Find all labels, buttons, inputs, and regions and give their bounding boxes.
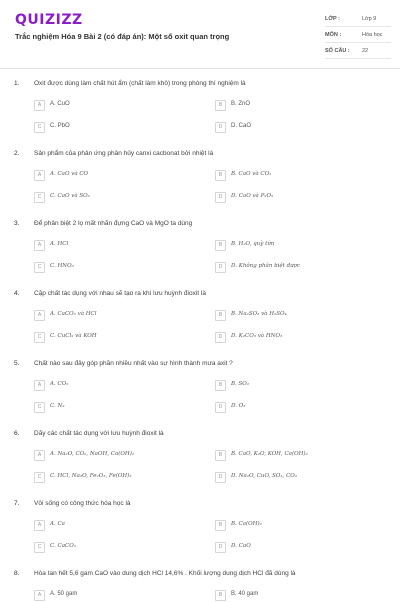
option-c[interactable] <box>34 262 194 274</box>
option-b[interactable] <box>215 590 375 602</box>
option-c[interactable] <box>34 122 194 134</box>
option-letter-box: D <box>215 542 226 553</box>
option-text: B. CaO và CO₂ <box>231 171 272 177</box>
option-letter-box: D <box>215 472 226 483</box>
option-d[interactable] <box>215 332 375 344</box>
option-text: C. CaO và SO₂ <box>50 193 90 199</box>
option-text: D. CaO và P₂O₅ <box>231 193 274 199</box>
option-b[interactable] <box>215 100 375 112</box>
option-a[interactable] <box>34 310 194 322</box>
option-letter-box: A <box>34 170 45 181</box>
option-text: C. CuCl₂ và KOH <box>50 333 97 339</box>
option-letter-box: D <box>215 192 226 203</box>
option-d[interactable] <box>215 542 375 554</box>
option-text: B. Na₂SO₃ và H₂SO₄ <box>231 311 287 317</box>
question-number: 7. <box>14 500 20 507</box>
option-b[interactable] <box>215 450 375 462</box>
option-text: B. H₂O, quỳ tím <box>231 241 275 247</box>
option-c[interactable] <box>34 472 194 484</box>
option-a[interactable] <box>34 520 194 532</box>
option-letter-box: A <box>34 520 45 531</box>
option-text: D. Không phân biệt được <box>231 263 301 269</box>
option-b[interactable] <box>215 520 375 532</box>
option-letter-box: D <box>215 332 226 343</box>
option-text: A. 50 gam <box>50 591 78 597</box>
question-number: 5. <box>14 360 20 367</box>
option-letter-box: B <box>215 590 226 601</box>
option-text: B. SO₂ <box>231 381 250 387</box>
option-c[interactable] <box>34 192 194 204</box>
page-title: Trắc nghiệm Hóa 9 Bài 2 (có đáp án): Một số oxit quan trọng <box>15 32 230 41</box>
question-number: 4. <box>14 290 20 297</box>
option-text: D. CaO <box>231 123 252 129</box>
option-text: B. CaO, K₂O, KOH, Ca(OH)₂ <box>231 451 308 457</box>
option-d[interactable] <box>215 262 375 274</box>
question-text: Chất nào sau đây góp phần nhiều nhất vào sự hình thành mưa axit ? <box>34 360 233 367</box>
option-b[interactable] <box>215 170 375 182</box>
option-letter-box: D <box>215 402 226 413</box>
option-text: B. Ca(OH)₂ <box>231 521 262 527</box>
meta-value: 22 <box>362 48 369 54</box>
question-text: Dãy các chất tác dụng với lưu huỳnh đioxit là <box>34 430 164 437</box>
question-text: Oxit được dùng làm chất hút ẩm (chất làm khô) trong phòng thí nghiệm là <box>34 80 246 87</box>
meta-grade <box>325 12 391 27</box>
option-letter-box: C <box>34 332 45 343</box>
meta-label: LỚP : <box>325 16 340 22</box>
option-text: C. N₂ <box>50 403 65 409</box>
option-letter-box: C <box>34 472 45 483</box>
option-text: C. PbO <box>50 123 70 129</box>
option-d[interactable] <box>215 402 375 414</box>
option-letter-box: B <box>215 240 226 251</box>
meta-label: SỐ CÂU : <box>325 48 350 54</box>
option-text: A. HCl <box>50 241 69 247</box>
page-header <box>0 0 400 69</box>
option-a[interactable] <box>34 450 194 462</box>
option-letter-box: A <box>34 450 45 461</box>
question-number: 3. <box>14 220 20 227</box>
option-text: A. Na₂O, CO₂, NaOH, Ca(OH)₂ <box>50 451 135 457</box>
option-b[interactable] <box>215 380 375 392</box>
question-text: Cặp chất tác dụng với nhau sẽ tạo ra khí lưu huỳnh đioxit là <box>34 290 206 297</box>
option-letter-box: C <box>34 542 45 553</box>
option-c[interactable] <box>34 332 194 344</box>
option-letter-box: A <box>34 310 45 321</box>
question-number: 2. <box>14 150 20 157</box>
question-number: 1. <box>14 80 20 87</box>
option-d[interactable] <box>215 472 375 484</box>
option-text: D. O₃ <box>231 403 246 409</box>
option-a[interactable] <box>34 100 194 112</box>
option-letter-box: B <box>215 310 226 321</box>
option-text: D. K₂CO₃ và HNO₃ <box>231 333 283 339</box>
option-b[interactable] <box>215 240 375 252</box>
option-text: A. CO₂ <box>50 381 69 387</box>
option-text: A. CuO <box>50 101 70 107</box>
meta-subject <box>325 28 391 43</box>
option-letter-box: A <box>34 240 45 251</box>
option-text: C. HNO₃ <box>50 263 74 269</box>
question-number: 6. <box>14 430 20 437</box>
option-d[interactable] <box>215 192 375 204</box>
option-letter-box: B <box>215 380 226 391</box>
question-text: Để phân biệt 2 lọ mất nhãn đựng CaO và MgO ta dùng <box>34 220 193 227</box>
meta-question-count <box>325 44 391 59</box>
option-letter-box: C <box>34 262 45 273</box>
option-c[interactable] <box>34 542 194 554</box>
option-text: A. Ca <box>50 521 65 527</box>
meta-label: MÔN : <box>325 32 342 38</box>
option-b[interactable] <box>215 310 375 322</box>
option-letter-box: D <box>215 122 226 133</box>
question-text: Sản phẩm của phản ứng phân hủy canxi cacbonat bởi nhiệt là <box>34 150 214 157</box>
option-letter-box: B <box>215 170 226 181</box>
option-letter-box: C <box>34 122 45 133</box>
option-a[interactable] <box>34 380 194 392</box>
meta-value: Lớp 9 <box>362 16 377 22</box>
question-number: 8. <box>14 570 20 577</box>
option-a[interactable] <box>34 170 194 182</box>
question-text: Hòa tan hết 5,6 gam CaO vào dung dịch HCl 14,6% . Khối lượng dung dịch HCl đã dùng là <box>34 570 296 577</box>
option-text: D. CaO <box>231 543 251 549</box>
option-a[interactable] <box>34 240 194 252</box>
option-d[interactable] <box>215 122 375 134</box>
option-letter-box: C <box>34 402 45 413</box>
option-text: D. Na₂O, CuO, SO₃, CO₂ <box>231 473 298 479</box>
question-text: Vôi sống có công thức hóa học là <box>34 500 131 507</box>
option-a[interactable] <box>34 590 194 602</box>
meta-value: Hóa học <box>362 32 383 38</box>
option-letter-box: B <box>215 100 226 111</box>
option-letter-box: C <box>34 192 45 203</box>
option-text: B. 40 gam <box>231 591 259 597</box>
option-letter-box: A <box>34 380 45 391</box>
quizizz-logo: QUIZIZZ <box>15 12 83 28</box>
option-letter-box: A <box>34 100 45 111</box>
option-letter-box: B <box>215 450 226 461</box>
option-text: A. CaO và CO <box>50 171 89 177</box>
option-letter-box: B <box>215 520 226 531</box>
option-letter-box: D <box>215 262 226 273</box>
option-text: A. CaCO₃ và HCl <box>50 311 97 317</box>
option-text: C. CaCO₃ <box>50 543 76 549</box>
option-text: C. HCl, Na₂O, Fe₂O₃, Fe(OH)₃ <box>50 473 132 479</box>
option-c[interactable] <box>34 402 194 414</box>
option-letter-box: A <box>34 590 45 601</box>
option-text: B. ZnO <box>231 101 251 107</box>
